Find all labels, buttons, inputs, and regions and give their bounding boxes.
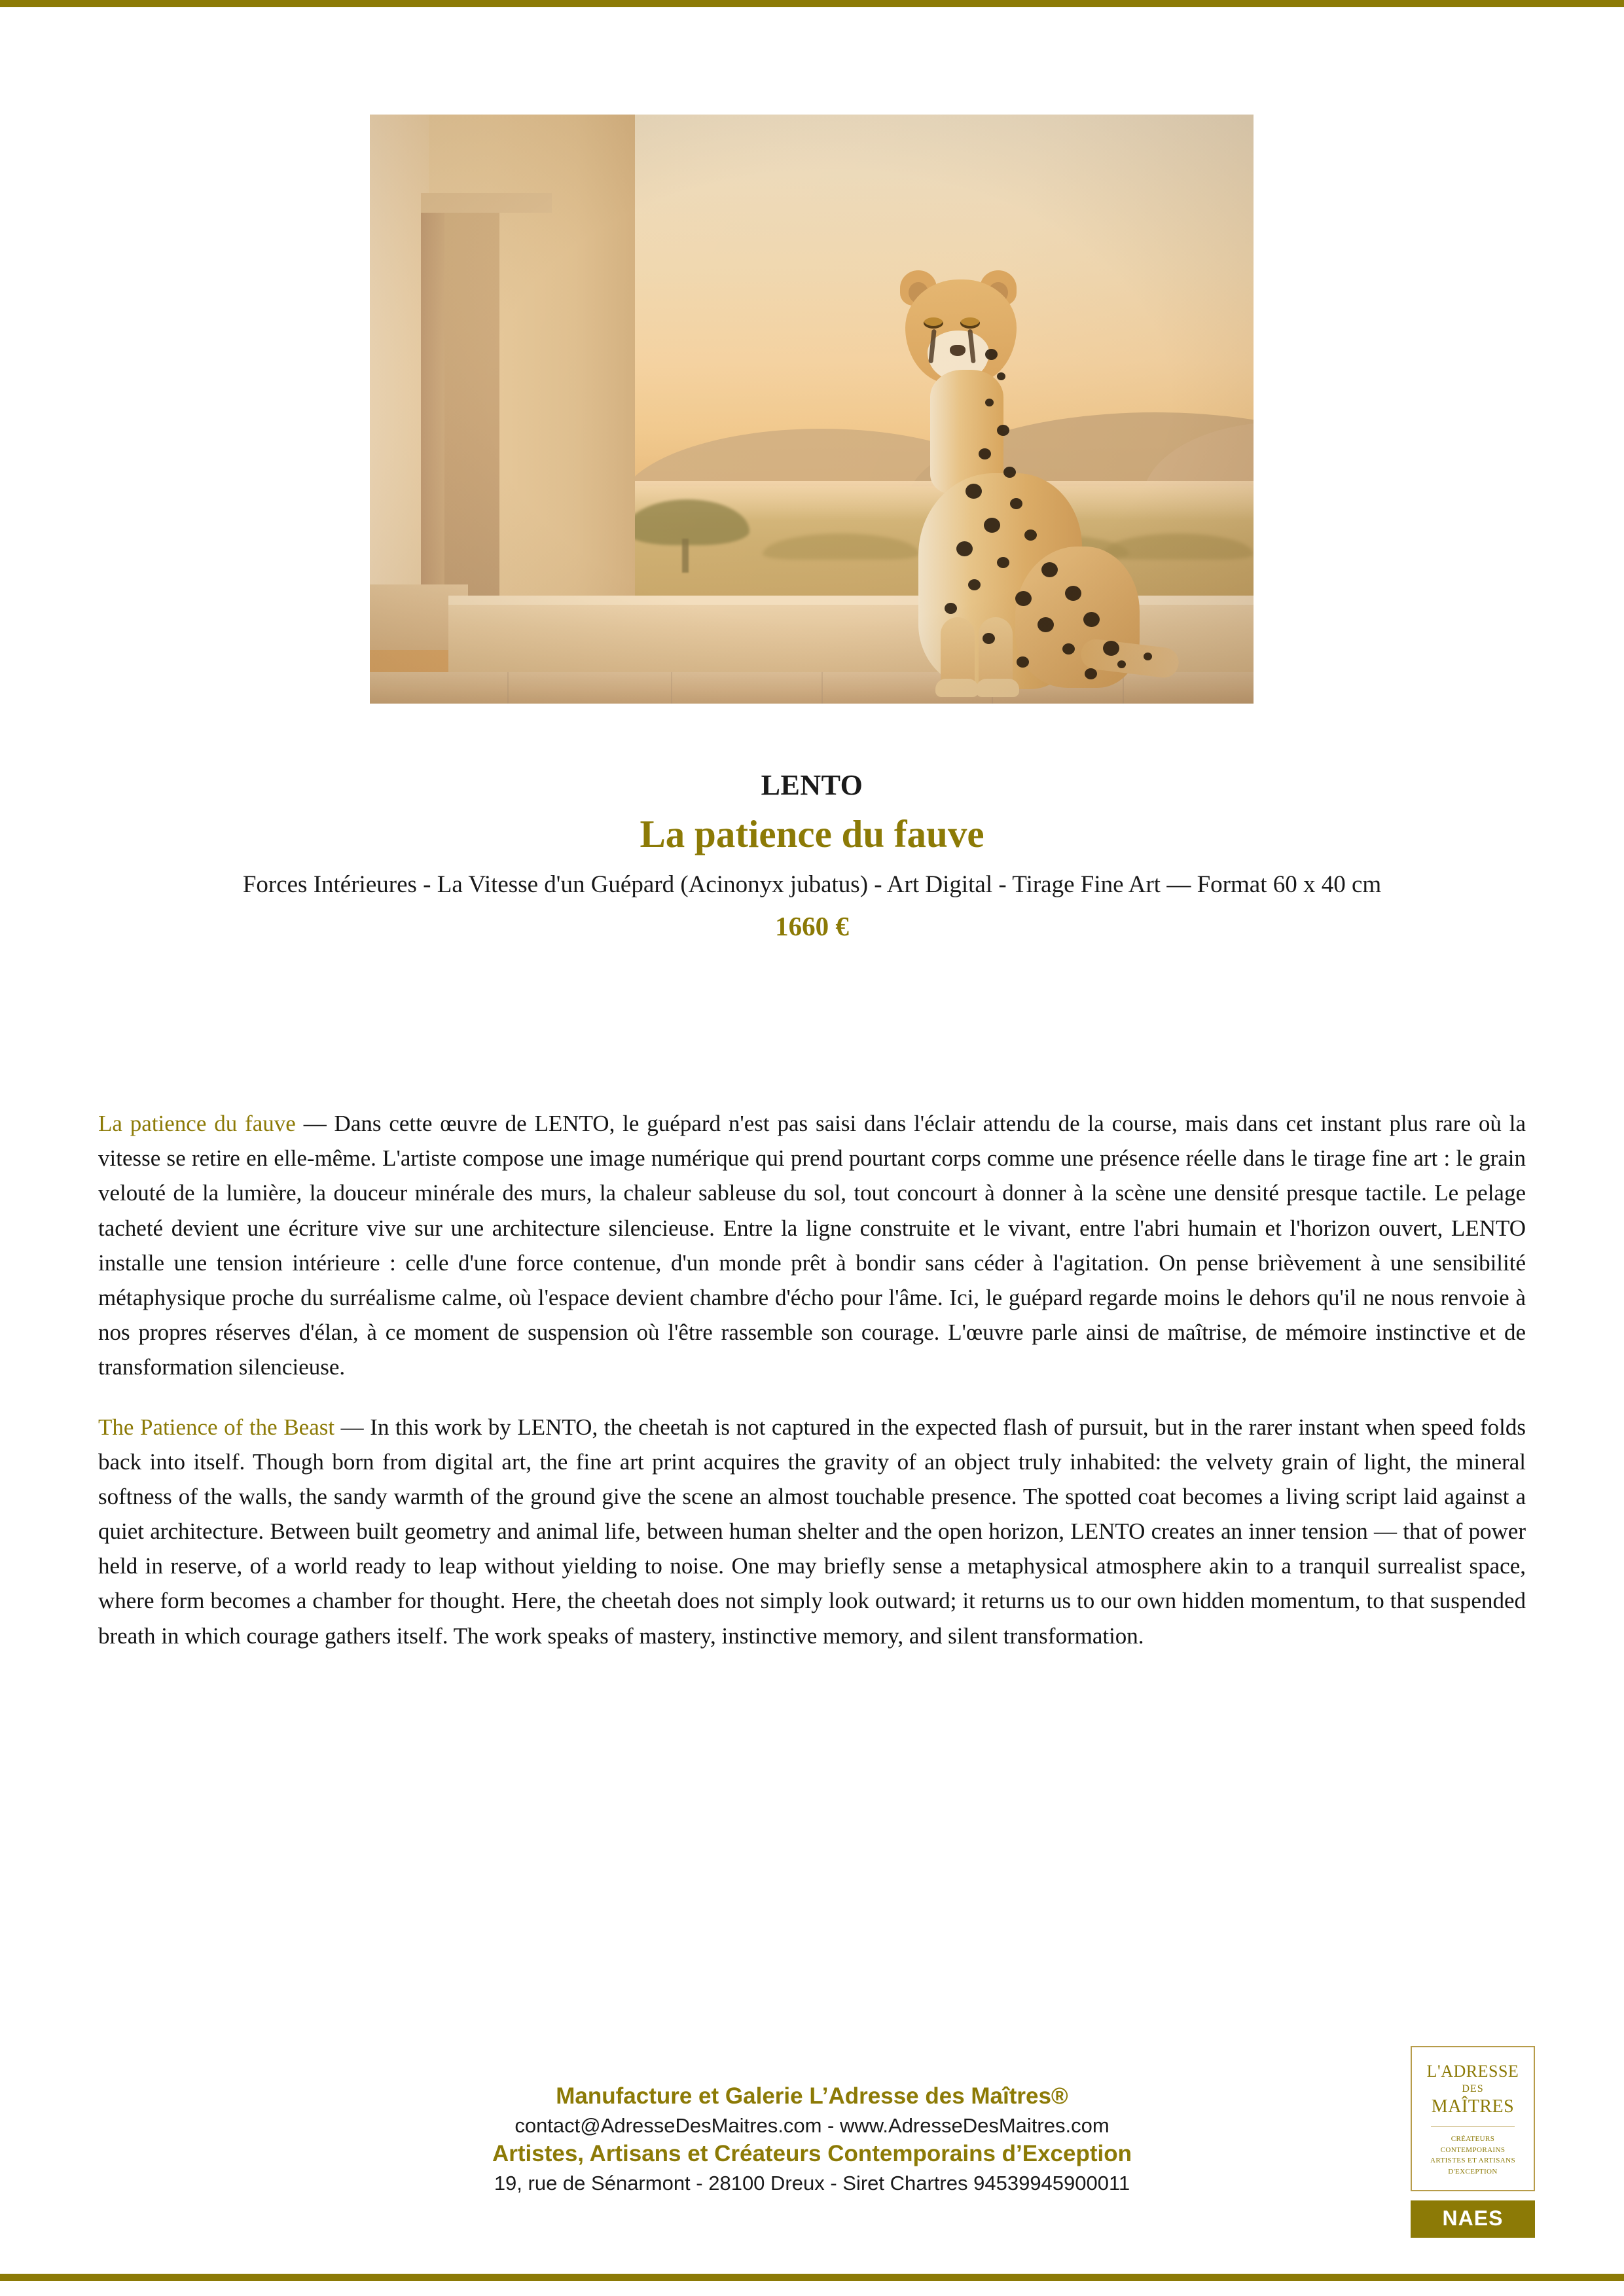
footer-tagline: Artistes, Artisans et Créateurs Contemporains d’Exception bbox=[492, 2141, 1132, 2167]
cheetah-spot bbox=[983, 633, 995, 644]
cheetah-spot bbox=[997, 425, 1009, 436]
brand-subtitle-line1: CRÉATEURS CONTEMPORAINS bbox=[1440, 2135, 1506, 2154]
description-paragraph-en bbox=[98, 1410, 1526, 1653]
doorway-lintel bbox=[421, 193, 552, 213]
cheetah-spot bbox=[1085, 668, 1097, 679]
cheetah-spot bbox=[1041, 562, 1058, 577]
description-block bbox=[98, 1106, 1526, 1678]
cheetah-nose bbox=[950, 345, 965, 356]
cheetah-spot bbox=[1010, 498, 1022, 509]
cheetah-spot bbox=[1003, 467, 1016, 478]
artwork-title: La patience du fauve bbox=[640, 812, 984, 856]
cheetah-spot bbox=[985, 349, 998, 360]
brandmark bbox=[1411, 2046, 1535, 2238]
cheetah-spot bbox=[1117, 660, 1126, 668]
top-accent-bar bbox=[0, 0, 1624, 7]
bottom-accent-bar bbox=[0, 2274, 1624, 2281]
description-paragraph-fr bbox=[98, 1106, 1526, 1385]
floor-paver bbox=[507, 672, 672, 704]
footer-contact[interactable]: contact@AdresseDesMaitres.com - www.AdresseDesMaitres.com bbox=[514, 2113, 1110, 2137]
cheetah-spot bbox=[997, 372, 1005, 380]
cheetah-paw bbox=[976, 679, 1019, 697]
cheetah-eye bbox=[960, 317, 980, 329]
floor-paver bbox=[671, 672, 823, 704]
brand-line-adresse: L'ADRESSE bbox=[1426, 2062, 1519, 2081]
description-body-fr: — Dans cette œuvre de LENTO, le guépard n'est pas saisi dans l'éclair attendu de la course, mais dans cet instant plus rare où la vitesse se retire en elle-même. L'artiste compose une image numérique qui prend pourtant corps comme une présence réelle dans le tirage fine art : le grain velouté de la lumière, la douceur minérale des murs, la chaleur sableuse du sol, tout concourt à donner à la scène une densité presque tactile. Le pelage tacheté devient une écriture vive sur une architecture silencieuse. Entre la ligne construite et le vivant, entre l'abri humain et l'horizon ouvert, LENTO installe une tension intérieure : celle d'une force contenue, d'un monde prêt à bondir sans céder à l'agitation. On pense brièvement à une sensibilité métaphysique proche du surréalisme calme, où l'espace devient chambre d'écho pour l'âme. Ici, le guépard regarde moins le dehors qu'il ne nous renvoie à nos propres réserves d'élan, à ce moment de suspension où l'être rassemble son courage. L'œuvre parle ainsi de maîtrise, de mémoire instinctive et de transformation silencieuse. bbox=[98, 1111, 1526, 1380]
brand-subtitle-line2: ARTISTES ET ARTISANS bbox=[1430, 2157, 1515, 2165]
cheetah-spot bbox=[997, 557, 1009, 568]
footer bbox=[0, 2081, 1624, 2197]
artist-name: LENTO bbox=[761, 769, 863, 801]
cheetah-spot bbox=[956, 541, 973, 556]
cheetah-spot bbox=[965, 484, 982, 499]
cheetah-spot bbox=[968, 579, 981, 590]
brand-logo-card bbox=[1411, 2046, 1535, 2191]
cheetah-spot bbox=[979, 448, 991, 459]
stone-wall-return bbox=[370, 115, 429, 632]
artwork-price: 1660 € bbox=[775, 911, 849, 942]
footer-company-name: Manufacture et Galerie L’Adresse des Maîtres® bbox=[556, 2083, 1068, 2109]
artwork-subtitle: Forces Intérieures - La Vitesse d'un Guépard (Acinonyx jubatus) - Art Digital - Tirage Fine Art — Format 60 x 40 cm bbox=[242, 871, 1382, 899]
cheetah-spot bbox=[985, 399, 994, 406]
naes-badge: NAES bbox=[1411, 2200, 1535, 2238]
description-lead-in-fr: La patience du fauve bbox=[98, 1111, 296, 1136]
cheetah-spot bbox=[1065, 586, 1081, 601]
cheetah-spot bbox=[984, 518, 1000, 533]
brand-subtitle-line3: D'EXCEPTION bbox=[1448, 2167, 1498, 2176]
footer-address: 19, rue de Sénarmont - 28100 Dreux - Siret Chartres 94539945900011 bbox=[494, 2172, 1130, 2195]
description-body-en: — In this work by LENTO, the cheetah is not captured in the expected flash of pursuit, but in the rarer instant when speed folds back into itself. Though born from digital art, the fine art print acquires the gravity of an object truly inhabited: the velvety grain of light, the mineral softness of the walls, the sandy warmth of the ground give the scene an almost touchable presence. The spotted coat becomes a living script laid against a quiet architecture. Between built geometry and animal life, between human shelter and the open horizon, LENTO creates an inner tension — that of power held in reserve, of a world ready to leap without yielding to noise. One may briefly sense a metaphysical atmosphere akin to a tranquil surrealist space, where form becomes a chamber for thought. Here, the cheetah does not simply look outward; it returns us to our own hidden momentum, to that suspended breath in which courage gathers itself. The work speaks of mastery, instinctive memory, and silent transformation. bbox=[98, 1414, 1526, 1649]
brand-line-maitres: MAÎTRES bbox=[1431, 2096, 1515, 2117]
cheetah-spot bbox=[1038, 617, 1054, 632]
cheetah-spot bbox=[1103, 641, 1119, 656]
cheetah-spot bbox=[1144, 653, 1152, 660]
cheetah-spot bbox=[1015, 591, 1032, 606]
title-block bbox=[98, 770, 1526, 942]
cheetah-spot bbox=[1062, 643, 1075, 655]
cheetah-subject bbox=[887, 277, 1162, 696]
cheetah-spot bbox=[945, 603, 957, 614]
cheetah-paw bbox=[935, 679, 979, 697]
brand-line-des: DES bbox=[1462, 2083, 1484, 2095]
cheetah-eye bbox=[924, 317, 943, 329]
artwork-image bbox=[370, 115, 1254, 704]
cheetah-spot bbox=[1083, 612, 1100, 627]
cheetah-spot bbox=[1024, 529, 1037, 541]
description-lead-in-en: The Patience of the Beast bbox=[98, 1414, 335, 1440]
artwork-scene bbox=[370, 115, 1254, 704]
acacia-tree-trunk bbox=[682, 539, 689, 573]
floor-paver bbox=[370, 672, 509, 704]
cheetah-spot bbox=[1017, 656, 1029, 668]
doorway-reveal bbox=[421, 193, 444, 632]
